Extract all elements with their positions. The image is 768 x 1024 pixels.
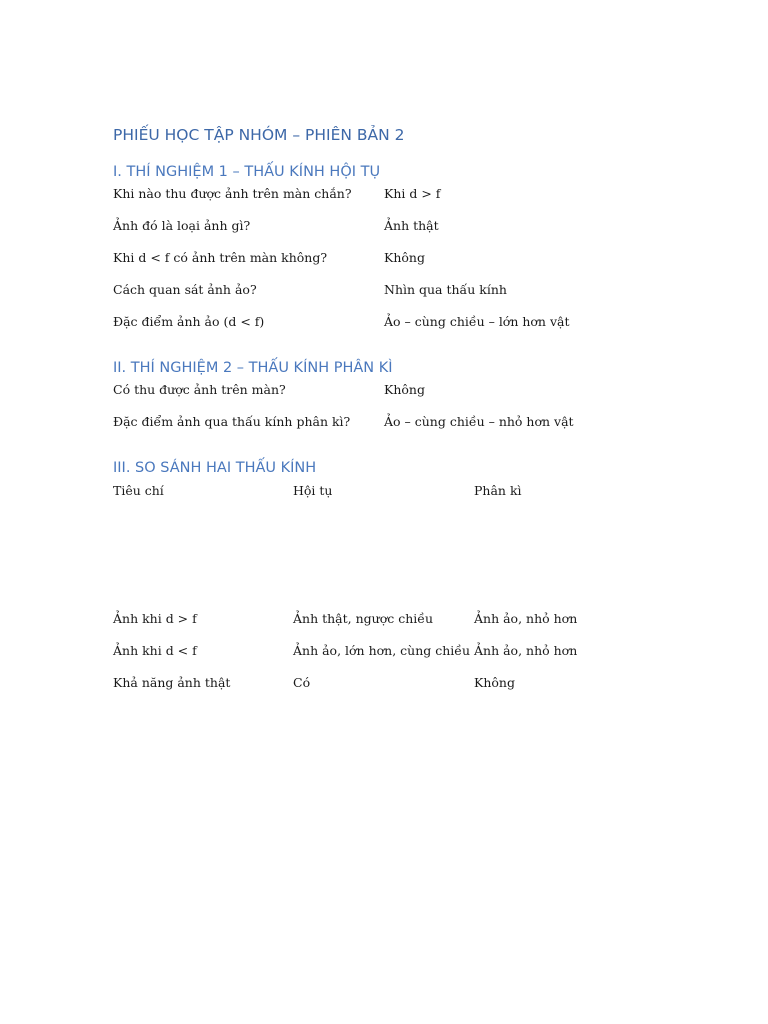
diverging-cell: Ảnh ảo, nhỏ hơn [474, 643, 578, 658]
diverging-cell: Không [474, 675, 515, 690]
answer: Nhìn qua thấu kính [384, 282, 507, 297]
question: Đặc điểm ảnh ảo (d < f) [113, 314, 265, 329]
question: Khi nào thu được ảnh trên màn chắn? [113, 186, 352, 201]
question: Ảnh đó là loại ảnh gì? [113, 218, 251, 233]
answer: Ảo – cùng chiều – nhỏ hơn vật [384, 414, 574, 429]
criteria-cell: Ảnh khi d > f [113, 611, 197, 626]
question: Khi d < f có ảnh trên màn không? [113, 250, 328, 265]
answer: Không [384, 250, 425, 265]
answer: Ảnh thật [384, 218, 439, 233]
diverging-cell: Ảnh ảo, nhỏ hơn [474, 611, 578, 626]
section-heading-1: I. THÍ NGHIỆM 1 – THẤU KÍNH HỘI TỤ [113, 164, 381, 180]
column-header-criteria: Tiêu chí [113, 483, 164, 498]
criteria-cell: Ảnh khi d < f [113, 643, 197, 658]
answer: Không [384, 382, 425, 397]
question: Có thu được ảnh trên màn? [113, 382, 286, 397]
answer: Khi d > f [384, 186, 441, 201]
section-heading-3: III. SO SÁNH HAI THẤU KÍNH [113, 460, 317, 476]
document-title: PHIẾU HỌC TẬP NHÓM – PHIÊN BẢN 2 [113, 126, 405, 144]
criteria-cell: Khả năng ảnh thật [113, 675, 231, 690]
question: Cách quan sát ảnh ảo? [113, 282, 257, 297]
section-heading-2: II. THÍ NGHIỆM 2 – THẤU KÍNH PHÂN KÌ [113, 360, 393, 376]
question: Đặc điểm ảnh qua thấu kính phân kì? [113, 414, 351, 429]
answer: Ảo – cùng chiều – lớn hơn vật [384, 314, 570, 329]
column-header-diverging: Phân kì [474, 483, 522, 498]
column-header-converging: Hội tụ [293, 483, 333, 498]
converging-cell: Ảnh ảo, lớn hơn, cùng chiều [293, 643, 471, 658]
converging-cell: Có [293, 675, 311, 690]
converging-cell: Ảnh thật, ngược chiều [293, 611, 433, 626]
